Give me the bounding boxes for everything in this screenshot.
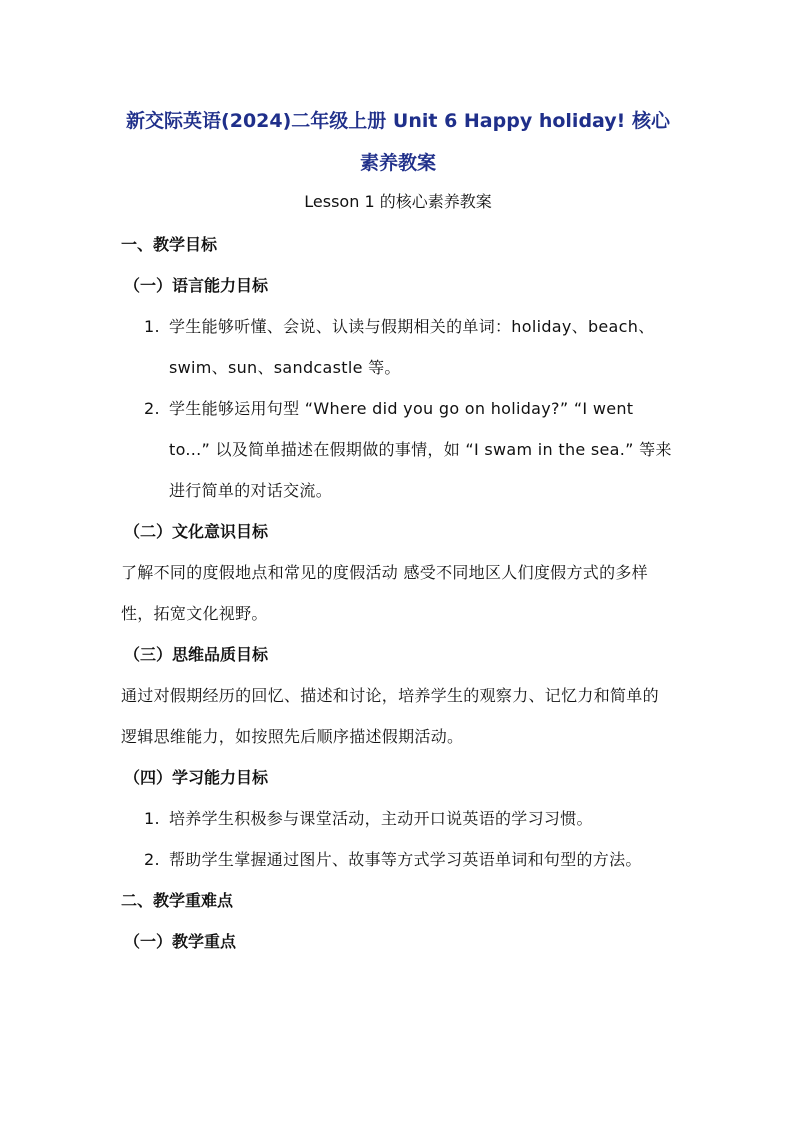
list-number: 2.	[144, 399, 160, 418]
language-goals-list	[121, 306, 675, 511]
learning-goals-list	[121, 798, 675, 880]
section-heading-key-difficult-points: 二、教学重难点	[121, 891, 234, 910]
list-item-text: 学生能够运用句型 “Where did you go on holiday?” “I went to...” 以及简单描述在假期做的事情，如 “I swam in the sea.” 等来进行简单的对话交流。	[169, 399, 672, 500]
list-item-text: 帮助学生掌握通过图片、故事等方式学习英语单词和句型的方法。	[169, 850, 642, 869]
list-item	[121, 306, 675, 388]
list-item-text: 培养学生积极参与课堂活动，主动开口说英语的学习习惯。	[169, 809, 593, 828]
subsection-heading-thinking: （三）思维品质目标	[124, 645, 269, 664]
subsection-heading-key-points: （一）教学重点	[124, 932, 237, 951]
subsection-heading-language: （一）语言能力目标	[124, 276, 269, 295]
subsection-heading-culture: （二）文化意识目标	[124, 522, 269, 541]
list-number: 1.	[144, 809, 160, 828]
list-item-text: 学生能够听懂、会说、认读与假期相关的单词：holiday、beach、swim、sun、sandcastle 等。	[169, 317, 655, 377]
list-number: 2.	[144, 850, 160, 869]
list-item	[121, 839, 675, 880]
culture-goal-paragraph: 了解不同的度假地点和常见的度假活动 感受不同地区人们度假方式的多样性，拓宽文化视野。	[121, 563, 648, 623]
subsection-heading-learning: （四）学习能力目标	[124, 768, 269, 787]
document-title: 新交际英语(2024)二年级上册 Unit 6 Happy holiday! 核心素养教案	[126, 110, 670, 174]
list-item	[121, 798, 675, 839]
section-heading-teaching-goals: 一、教学目标	[121, 235, 218, 254]
list-item	[121, 388, 675, 511]
list-number: 1.	[144, 317, 160, 336]
thinking-goal-paragraph: 通过对假期经历的回忆、描述和讨论，培养学生的观察力、记忆力和简单的逻辑思维能力，如按照先后顺序描述假期活动。	[121, 686, 659, 746]
lesson-subtitle: Lesson 1 的核心素养教案	[304, 192, 492, 211]
